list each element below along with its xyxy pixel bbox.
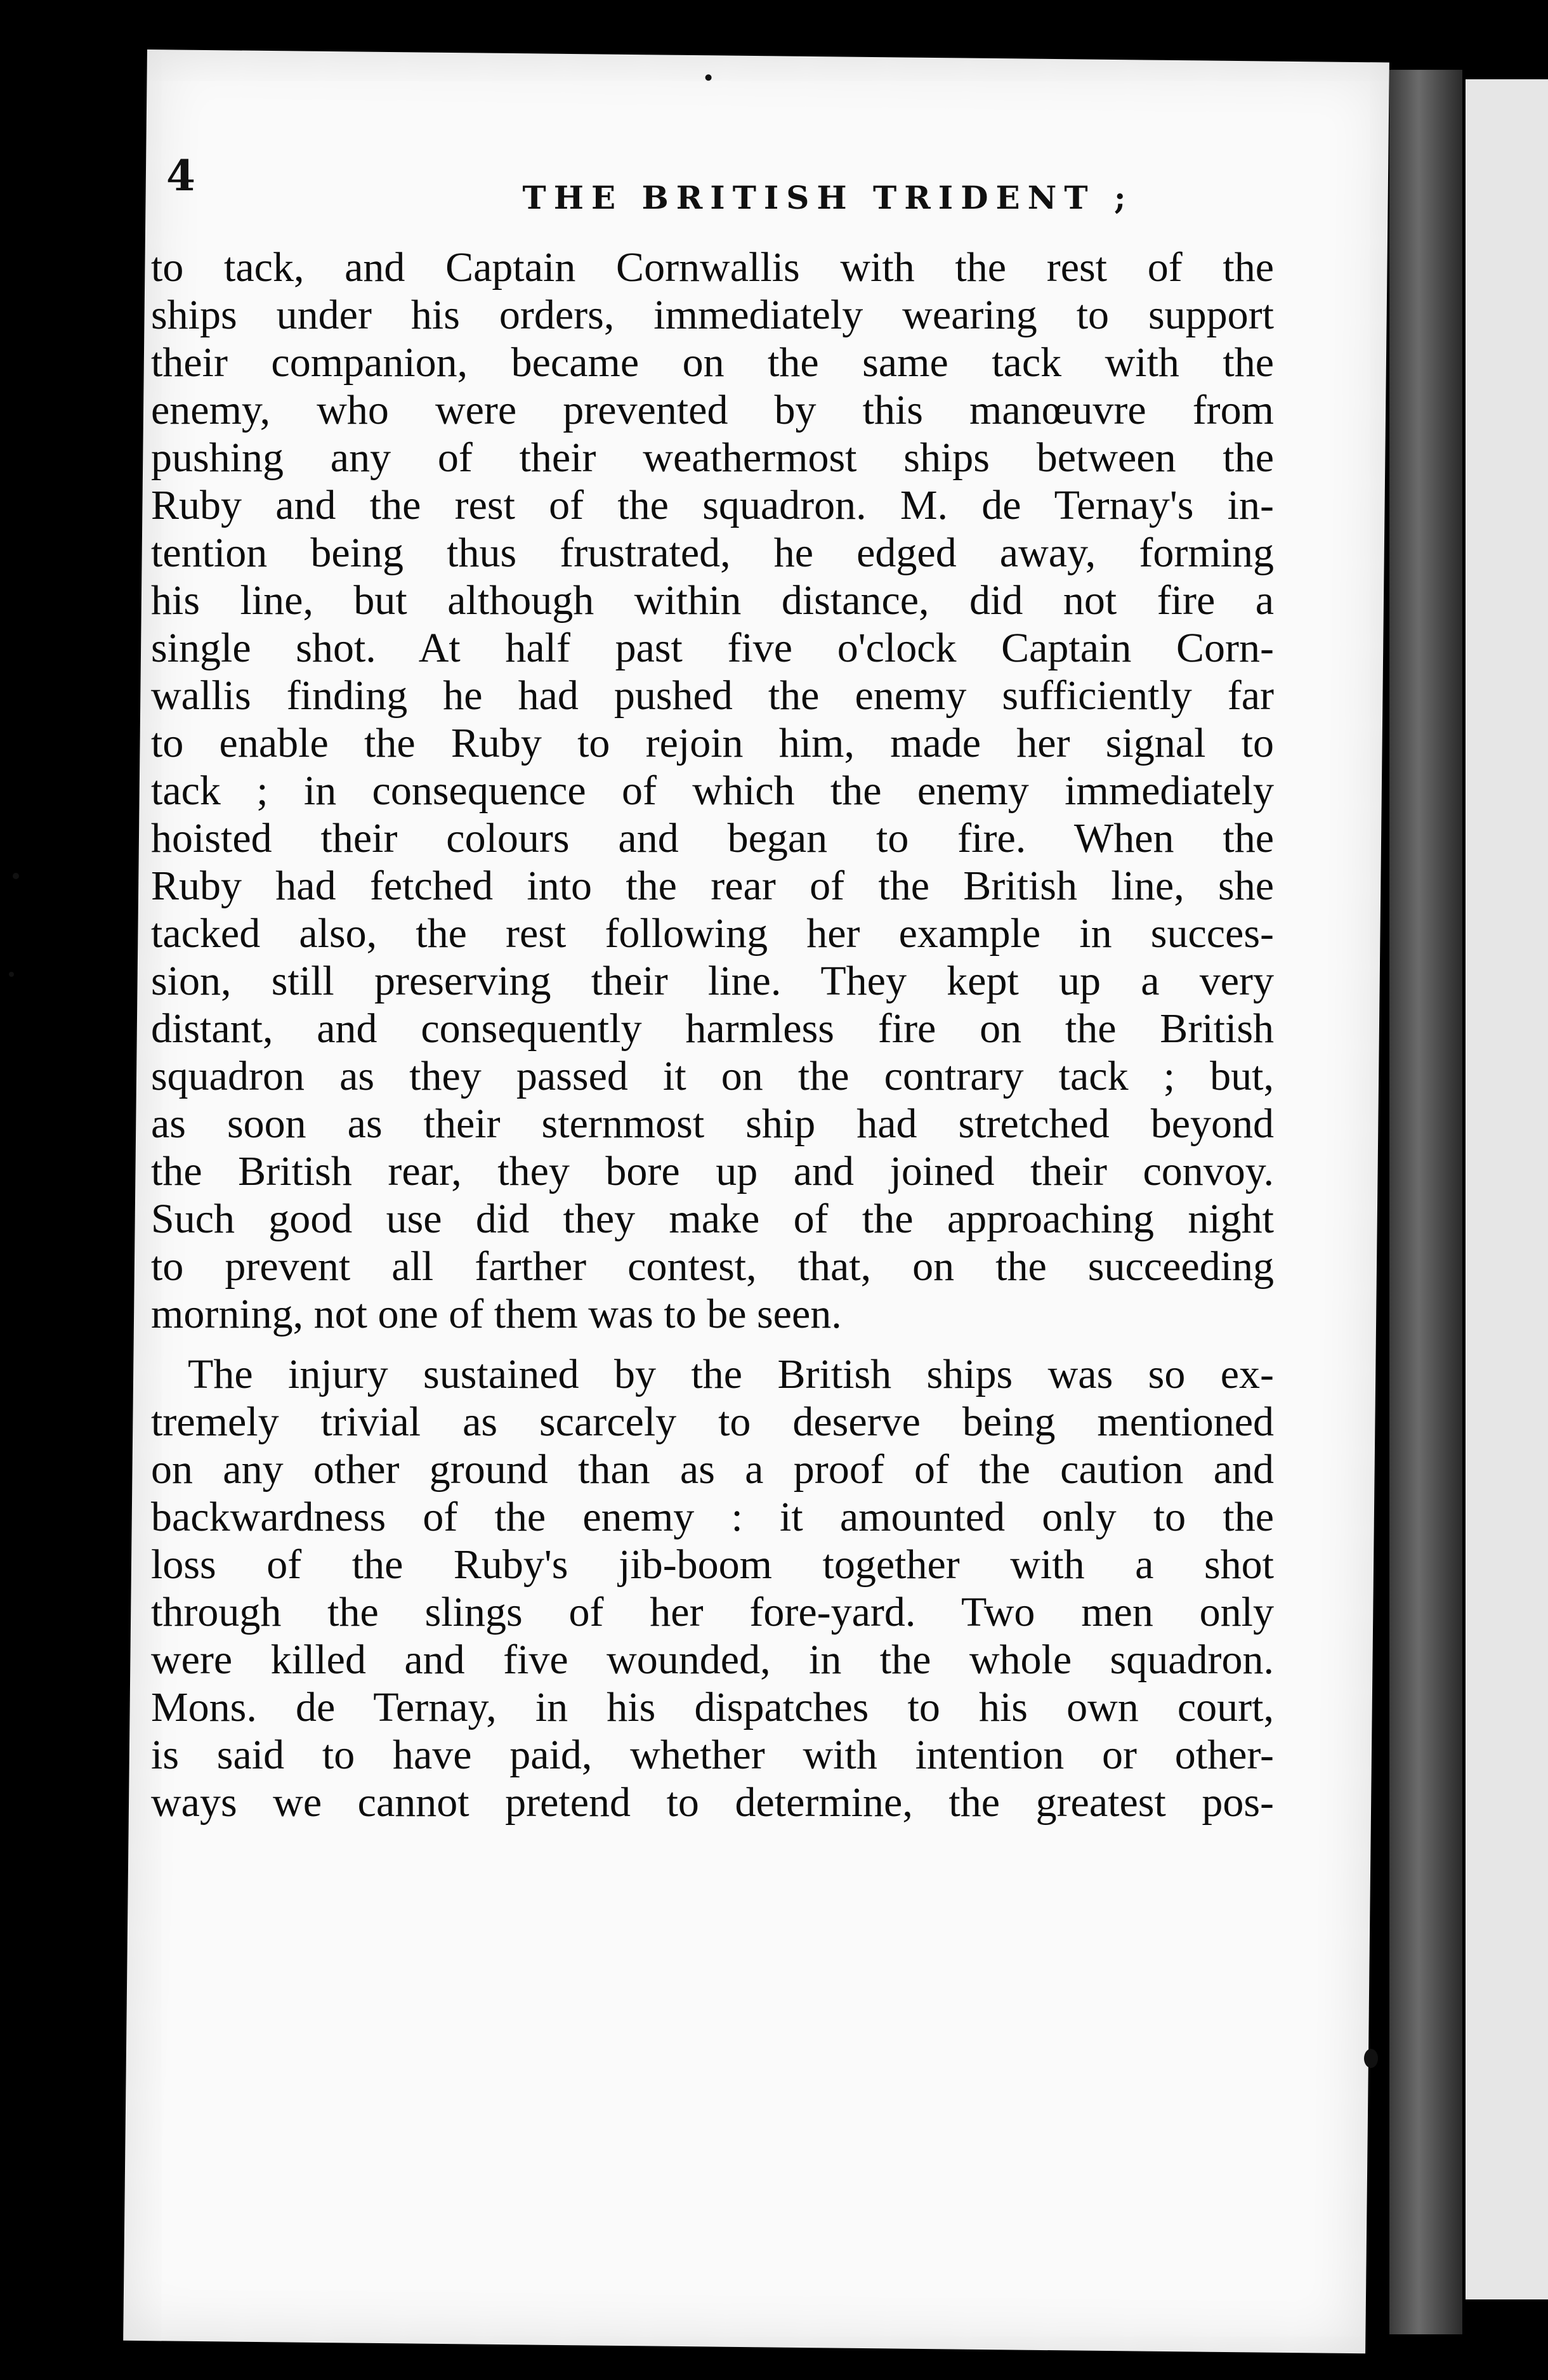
text-line: Such good use did they make of the approaching night	[151, 1196, 1274, 1242]
text-line: to enable the Ruby to rejoin him, made her signal to	[151, 720, 1274, 766]
running-head: THE BRITISH TRIDENT ;	[522, 179, 1134, 216]
text-line: on any other ground than as a proof of the caution and	[151, 1446, 1274, 1493]
text-line: hoisted their colours and began to fire. When the	[151, 815, 1274, 861]
page-number: 4	[166, 151, 195, 200]
text-line: squadron as they passed it on the contrary tack ; but,	[151, 1053, 1274, 1099]
text-line: were killed and five wounded, in the whole squadron.	[151, 1637, 1274, 1683]
text-line: ways we cannot pretend to determine, the greatest pos-	[151, 1779, 1274, 1826]
ink-speck	[13, 873, 19, 879]
text-line: Mons. de Ternay, in his dispatches to his own court,	[151, 1684, 1274, 1730]
text-line: The injury sustained by the British ships was so ex-	[188, 1351, 1274, 1397]
text-line: to tack, and Captain Cornwallis with the rest of the	[151, 244, 1274, 291]
text-line: as soon as their sternmost ship had stretched beyond	[151, 1101, 1274, 1147]
facing-page-edge	[1466, 79, 1548, 2299]
text-line: pushing any of their weathermost ships between the	[151, 435, 1274, 481]
text-line: through the slings of her fore-yard. Two men only	[151, 1589, 1274, 1635]
text-line: their companion, became on the same tack with the	[151, 339, 1274, 386]
text-line: ships under his orders, immediately wearing to support	[151, 292, 1274, 338]
text-line: distant, and consequently harmless fire on the British	[151, 1005, 1274, 1052]
text-line: tacked also, the rest following her example in succes-	[151, 910, 1274, 957]
text-line: backwardness of the enemy : it amounted only to the	[151, 1494, 1274, 1540]
body-text	[151, 244, 1274, 1826]
text-line: tention being thus frustrated, he edged away, forming	[151, 530, 1274, 576]
text-line: sion, still preserving their line. They kept up a very	[151, 958, 1274, 1004]
text-line: his line, but although within distance, did not fire a	[151, 577, 1274, 624]
text-line: to prevent all farther contest, that, on the succeeding	[151, 1243, 1274, 1290]
book-gutter	[1389, 70, 1462, 2334]
text-line: loss of the Ruby's jib-boom together with a shot	[151, 1541, 1274, 1588]
text-line: single shot. At half past five o'clock Captain Corn-	[151, 625, 1274, 671]
ink-speck	[705, 74, 712, 81]
text-line: tremely trivial as scarcely to deserve being mentioned	[151, 1399, 1274, 1445]
text-line: the British rear, they bore up and joined their convoy.	[151, 1148, 1274, 1194]
text-line: morning, not one of them was to be seen.	[151, 1291, 842, 1337]
text-line: wallis finding he had pushed the enemy sufficiently far	[151, 672, 1274, 719]
text-line: Ruby had fetched into the rear of the British line, she	[151, 863, 1274, 909]
text-line: enemy, who were prevented by this manœuvre from	[151, 387, 1274, 433]
ink-speck	[1364, 2049, 1378, 2068]
ink-speck	[9, 972, 14, 977]
text-line: Ruby and the rest of the squadron. M. de Ternay's in-	[151, 482, 1274, 528]
text-line: tack ; in consequence of which the enemy immediately	[151, 768, 1274, 814]
text-line: is said to have paid, whether with intention or other-	[151, 1732, 1274, 1778]
